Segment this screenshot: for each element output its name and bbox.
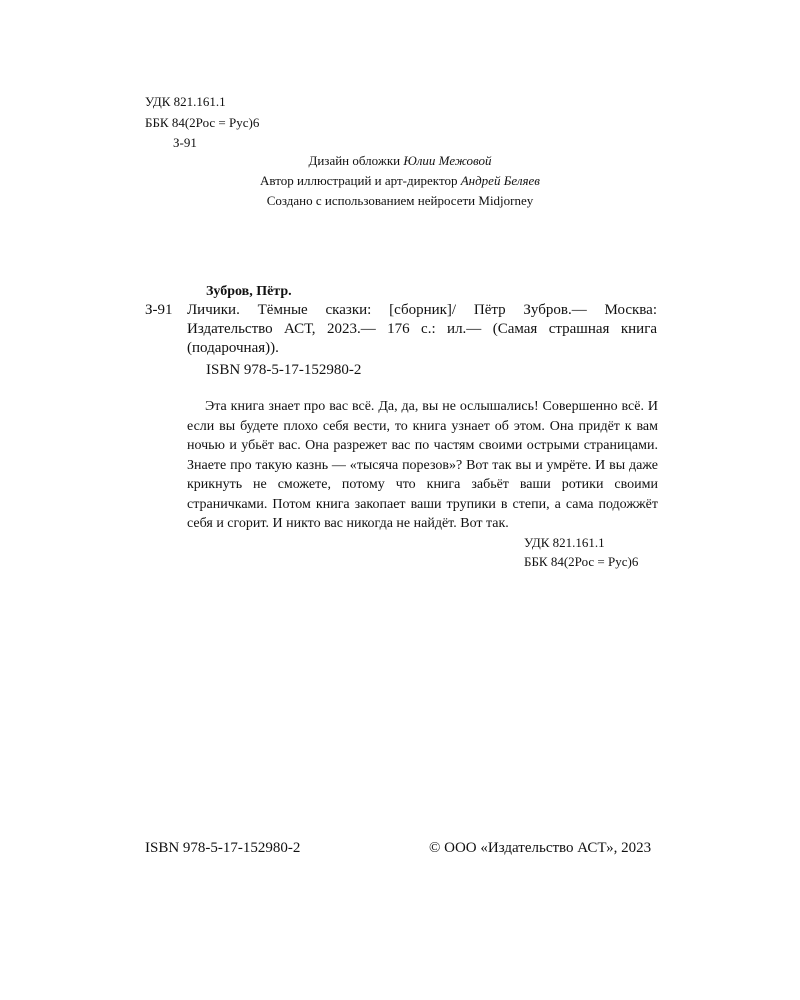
isbn-footer: ISBN 978-5-17-152980-2: [145, 840, 301, 856]
cover-design-label: Дизайн обложки: [308, 153, 401, 168]
illustrator-label: Автор иллюстраций и арт-директор: [260, 173, 458, 188]
isbn-biblio: ISBN 978-5-17-152980-2: [206, 362, 362, 378]
udk-code-top: УДК 821.161.1: [145, 94, 226, 109]
biblio-description: Личики. Тёмные сказки: [сборник]/ Пётр Зубров.— Москва: Издательство АСТ, 2023.— 176 с.: ил.— (Самая страшная книга (подарочная)).: [187, 302, 657, 356]
annotation-text: Эта книга знает про вас всё. Да, да, вы не ослышались! Совершенно всё. И если вы будете плохо себя вести, то книга узнает об этом. Она придёт к вам ночью и убьёт вас. Она разрежет вас по частям своими острыми страницами. Знаете про такую казнь — «тысяча порезов»? Вот так вы и умрёте. И вы даже крикнуть не сможете, потому что книга забьёт ваши ротики своими страничками. Потом книга закопает ваши трупики в степи, а сама подожжёт себя и сгорит. И никто вас никогда не найдёт. Вот так.: [187, 399, 658, 531]
author-heading: Зубров, Пётр.: [206, 284, 292, 299]
udk-code-bottom: УДК 821.161.1: [524, 535, 605, 550]
cover-design-credit: [0, 151, 800, 171]
illustrator-credit: [0, 171, 800, 191]
bbk-code-bottom: ББК 84(2Рос = Рус)6: [524, 554, 639, 569]
cover-designer-name: Юлии Межовой: [403, 153, 492, 168]
author-mark-biblio: З-91: [145, 302, 173, 318]
ai-note: Создано с использованием нейросети Midjorney: [266, 193, 534, 208]
copyright: © ООО «Издательство АСТ», 2023: [429, 840, 652, 856]
author-mark-top: З-91: [173, 135, 197, 150]
bbk-code-top: ББК 84(2Рос = Рус)6: [145, 115, 260, 130]
illustrator-name: Андрей Беляев: [460, 173, 540, 188]
